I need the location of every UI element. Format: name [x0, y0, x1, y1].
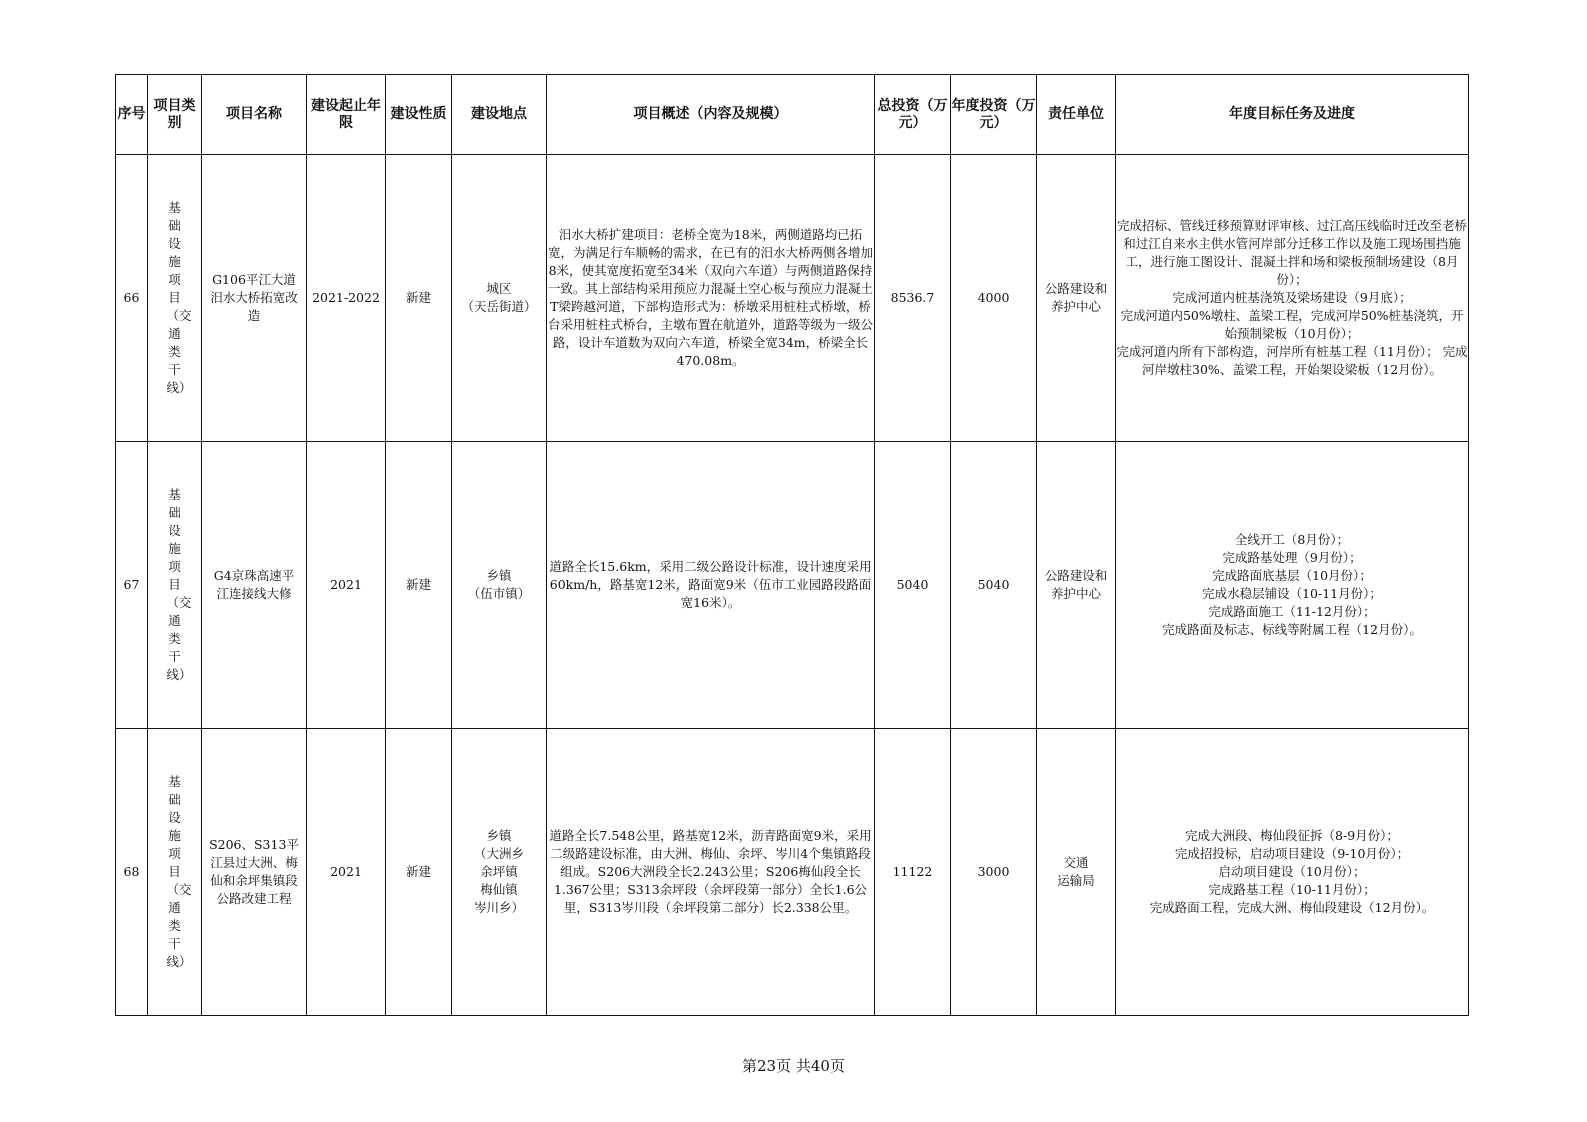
cell-no: 68	[116, 729, 148, 1016]
cell-name: G106平江大道汨水大桥拓宽改造	[202, 155, 307, 442]
page-footer	[0, 1055, 1587, 1076]
table-header-row	[116, 75, 1469, 155]
header-annual: 年度投资（万元）	[951, 75, 1037, 155]
table-row	[116, 442, 1469, 729]
cell-no: 66	[116, 155, 148, 442]
cell-unit: 公路建设和养护中心	[1037, 442, 1116, 729]
cell-category: 基础设施项目（交通类干线）	[148, 442, 202, 729]
page-number: 第23页 共40页	[742, 1057, 845, 1075]
project-table	[115, 74, 1469, 1016]
cell-period: 2021	[307, 442, 386, 729]
cell-no: 67	[116, 442, 148, 729]
header-unit: 责任单位	[1037, 75, 1116, 155]
cell-category: 基础设施项目（交通类干线）	[148, 729, 202, 1016]
cell-period: 2021	[307, 729, 386, 1016]
cell-period: 2021-2022	[307, 155, 386, 442]
cell-nature: 新建	[386, 442, 452, 729]
cell-target: 完成大洲段、梅仙段征拆（8-9月份）； 完成招投标，启动项目建设（9-10月份）； 启动项目建设（10月份）； 完成路基工程（10-11月份）； 完成路面工程，完成大洲、梅仙段建设（12月份）。	[1116, 729, 1469, 1016]
header-period: 建设起止年限	[307, 75, 386, 155]
cell-target: 全线开工（8月份）； 完成路基处理（9月份）； 完成路面底基层（10月份）； 完成水稳层铺设（10-11月份）； 完成路面施工（11-12月份）； 完成路面及标志、标线等附属工程（12月份）。	[1116, 442, 1469, 729]
cell-total: 8536.7	[875, 155, 951, 442]
cell-annual: 4000	[951, 155, 1037, 442]
cell-unit: 交通 运输局	[1037, 729, 1116, 1016]
header-name: 项目名称	[202, 75, 307, 155]
table-row	[116, 155, 1469, 442]
header-category: 项目类别	[148, 75, 202, 155]
table-row	[116, 729, 1469, 1016]
cell-unit: 公路建设和养护中心	[1037, 155, 1116, 442]
cell-total: 5040	[875, 442, 951, 729]
header-nature: 建设性质	[386, 75, 452, 155]
header-summary: 项目概述（内容及规模）	[547, 75, 875, 155]
cell-annual: 3000	[951, 729, 1037, 1016]
cell-nature: 新建	[386, 729, 452, 1016]
cell-category: 基础设施项目（交通类干线）	[148, 155, 202, 442]
cell-location: 乡镇 （伍市镇）	[452, 442, 547, 729]
cell-name: S206、S313平江县过大洲、梅仙和余坪集镇段公路改建工程	[202, 729, 307, 1016]
header-no: 序号	[116, 75, 148, 155]
cell-location: 乡镇 （大洲乡 余坪镇 梅仙镇 岑川乡）	[452, 729, 547, 1016]
cell-nature: 新建	[386, 155, 452, 442]
cell-summary: 道路全长7.548公里，路基宽12米，沥青路面宽9米，采用二级路建设标准，由大洲、梅仙、余坪、岑川4个集镇路段组成。S206大洲段全长2.243公里；S206梅仙段全长1.367公里；S313余坪段（余坪段第一部分）全长1.6公里，S313岑川段（余坪段第二部分）长2.338公里。	[547, 729, 875, 1016]
cell-location: 城区 （天岳街道）	[452, 155, 547, 442]
cell-summary: 道路全长15.6km，采用二级公路设计标准，设计速度采用60km/h，路基宽12米，路面宽9米（伍市工业园路段路面宽16米）。	[547, 442, 875, 729]
cell-target: 完成招标、管线迁移预算财评审核、过江高压线临时迁改至老桥和过江自来水主供水管河岸部分迁移工作以及施工现场围挡施工，进行施工图设计、混凝土拌和场和梁板预制场建设（8月份）； 完成河道内桩基浇筑及梁场建设（9月底）； 完成河道内50%墩柱、盖梁工程，完成河岸50%桩基浇筑，开始预制梁板（10月份）； 完成河道内所有下部构造，河岸所有桩基工程（11月份）； 完成河岸墩柱30%、盖梁工程，开始架设梁板（12月份）。	[1116, 155, 1469, 442]
cell-name: G4京珠高速平江连接线大修	[202, 442, 307, 729]
header-total: 总投资（万元）	[875, 75, 951, 155]
cell-annual: 5040	[951, 442, 1037, 729]
cell-total: 11122	[875, 729, 951, 1016]
header-location: 建设地点	[452, 75, 547, 155]
header-target: 年度目标任务及进度	[1116, 75, 1469, 155]
cell-summary: 汨水大桥扩建项目：老桥全宽为18米，两侧道路均已拓宽，为满足行车顺畅的需求，在已有的汨水大桥两侧各增加8米，使其宽度拓宽至34米（双向六车道）与两侧道路保持一致。其上部结构采用预应力混凝土空心板与预应力混凝土T梁跨越河道，下部构造形式为：桥墩采用桩柱式桥墩，桥台采用桩柱式桥台，主墩布置在航道外，道路等级为一级公路，设计车道数为双向六车道，桥梁全宽34m，桥梁全长470.08m。	[547, 155, 875, 442]
